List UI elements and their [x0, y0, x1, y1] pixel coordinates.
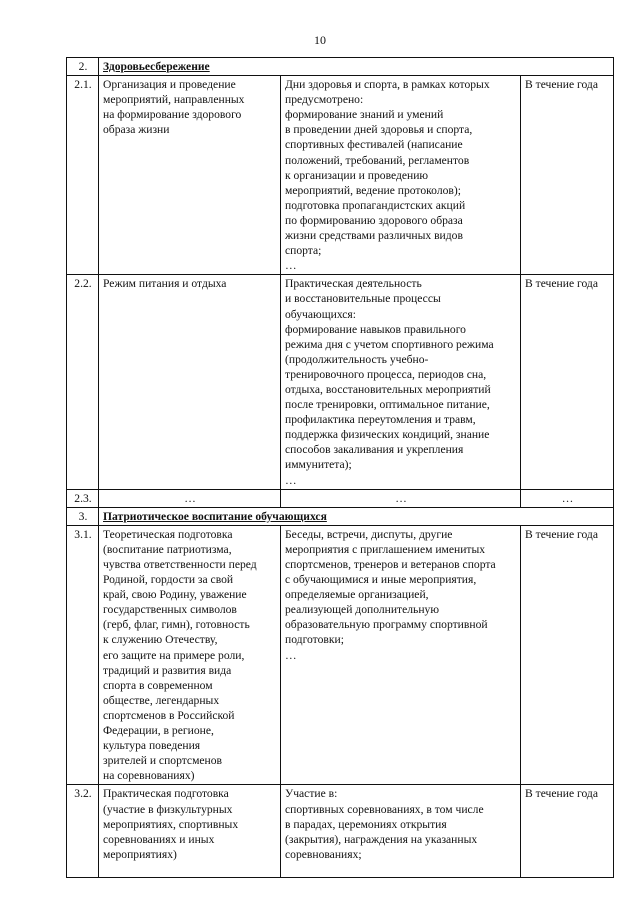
content-line: …: [285, 259, 297, 273]
section-row: [67, 58, 614, 76]
content-line: в проведении дней здоровья и спорта,: [285, 123, 473, 137]
content-line: Дни здоровья и спорта, в рамках которых: [285, 78, 490, 92]
activity-name-cell: [99, 525, 281, 785]
content-line: мероприятий, ведение протоколов);: [285, 183, 461, 197]
activity-name-line: чувства ответственности перед: [103, 558, 257, 571]
activity-name-line: его защите на примере роли,: [103, 648, 245, 662]
content-line: с обучающимися и иные мероприятия,: [285, 573, 477, 587]
table-row: [67, 275, 614, 489]
plan-table: [66, 57, 614, 878]
activity-name-line: (воспитание патриотизма,: [103, 542, 232, 556]
activity-name-line: традиций и развития вида: [103, 663, 232, 677]
period-cell: …: [521, 489, 614, 507]
table-row: [67, 489, 614, 507]
content-line: иммунитета);: [285, 458, 352, 472]
table-row: [67, 525, 614, 785]
section-number: 2.: [67, 58, 99, 76]
content-line: формирование навыков правильного: [285, 322, 466, 336]
period-cell: В течение года: [521, 525, 614, 785]
section-title-cell: [99, 507, 614, 525]
page-number: 10: [314, 33, 326, 47]
content-line: обучающихся:: [285, 307, 356, 321]
content-line: тренировочного процесса, периодов сна,: [285, 367, 487, 381]
activity-name-line: Федерации, в регионе,: [103, 724, 214, 738]
content-line: спортсменов, тренеров и ветеранов спорта: [285, 558, 496, 571]
content-line: предусмотрено:: [285, 93, 364, 107]
activity-name-line: государственных символов: [103, 603, 237, 617]
activity-name-cell: [99, 76, 281, 275]
content-line: подготовка пропагандистских акций: [285, 198, 466, 212]
content-line: жизни средствами различных видов: [285, 229, 463, 243]
row-number: 2.2.: [67, 275, 99, 489]
section-title: Патриотическое воспитание обучающихся: [103, 509, 327, 523]
content-line: поддержка физических кондиций, знание: [285, 428, 490, 442]
content-line: образовательную программу спортивной: [285, 618, 488, 632]
content-line: реализующей дополнительную: [285, 603, 439, 617]
content-line: формирование знаний и умений: [285, 108, 444, 122]
section-row: [67, 507, 614, 525]
activity-name-line: Теоретическая подготовка: [103, 527, 233, 541]
content-line: …: [285, 473, 297, 487]
table-row: [67, 785, 614, 878]
activity-name-line: зрителей и спортсменов: [103, 754, 223, 768]
content-line: Беседы, встречи, диспуты, другие: [285, 527, 453, 541]
content-line: спортивных соревнованиях, в том числе: [285, 802, 484, 816]
activity-name-line: к служению Отечеству,: [103, 633, 218, 647]
row-number: 3.1.: [67, 525, 99, 785]
period-cell: В течение года: [521, 76, 614, 275]
content-line: Практическая деятельность: [285, 277, 422, 291]
activity-name-line: Практическая подготовка: [103, 787, 229, 801]
row-number: 2.3.: [67, 489, 99, 507]
content-line: положений, требований, регламентов: [285, 153, 470, 167]
activity-name-cell: [99, 785, 281, 878]
section-title-cell: [99, 58, 614, 76]
content-line: профилактика переутомления и травм,: [285, 413, 476, 427]
activity-name-line: на формирование здорового: [103, 108, 242, 122]
content-line: к организации и проведению: [285, 168, 429, 182]
content-line: способов закаливания и укрепления: [285, 443, 464, 457]
activity-name-line: на соревнованиях): [103, 769, 195, 783]
activity-name-line: обществе, легендарных: [103, 693, 220, 707]
content-line: определяемые организацией,: [285, 588, 429, 602]
row-number: 2.1.: [67, 76, 99, 275]
activity-name-line: (герб, флаг, гимн), готовность: [103, 618, 250, 632]
content-line: подготовки;: [285, 633, 344, 647]
content-line: мероприятия с приглашением именитых: [285, 542, 486, 556]
activity-name-cell: …: [99, 489, 281, 507]
content-line: в парадах, церемониях открытия: [285, 817, 447, 831]
activity-name-line: Режим питания и отдыха: [103, 277, 227, 291]
activity-name-line: спорта в современном: [103, 678, 213, 692]
activity-name-line: (участие в физкультурных: [103, 802, 233, 816]
activity-name-line: мероприятиях): [103, 847, 177, 861]
activity-name-line: соревнованиях и иных: [103, 832, 215, 846]
content-line: Участие в:: [285, 787, 338, 801]
activity-content-cell: [281, 525, 521, 785]
content-line: спорта;: [285, 244, 322, 258]
activity-name-line: спортсменов в Российской: [103, 708, 235, 722]
content-line: (закрытия), награждения на указанных: [285, 832, 478, 846]
activity-content-cell: [281, 785, 521, 878]
content-line: спортивных фестивалей (написание: [285, 138, 463, 152]
period-cell: В течение года: [521, 275, 614, 489]
content-line: после тренировки, оптимальное питание,: [285, 398, 490, 412]
content-line: и восстановительные процессы: [285, 292, 441, 306]
content-line: отдыха, восстановительных мероприятий: [285, 382, 491, 396]
content-line: (продолжительность учебно-: [285, 352, 429, 366]
activity-content-cell: …: [281, 489, 521, 507]
activity-name-cell: [99, 275, 281, 489]
content-line: по формированию здорового образа: [285, 213, 463, 227]
activity-content-cell: [281, 76, 521, 275]
activity-name-line: образа жизни: [103, 123, 170, 137]
activity-name-line: край, свою Родину, уважение: [103, 588, 247, 602]
section-number: 3.: [67, 507, 99, 525]
activity-name-line: Родиной, гордости за свой: [103, 573, 234, 587]
content-line: режима дня с учетом спортивного режима: [285, 337, 494, 351]
activity-name-line: культура поведения: [103, 739, 201, 753]
period-cell: В течение года: [521, 785, 614, 878]
table-row: [67, 76, 614, 275]
activity-name-line: мероприятий, направленных: [103, 93, 245, 107]
content-line: соревнованиях;: [285, 847, 362, 861]
section-title: Здоровьесбережение: [103, 60, 210, 73]
activity-content-cell: [281, 275, 521, 489]
activity-name-line: мероприятиях, спортивных: [103, 817, 239, 831]
row-number: 3.2.: [67, 785, 99, 878]
content-line: …: [285, 648, 297, 662]
activity-name-line: Организация и проведение: [103, 78, 236, 92]
